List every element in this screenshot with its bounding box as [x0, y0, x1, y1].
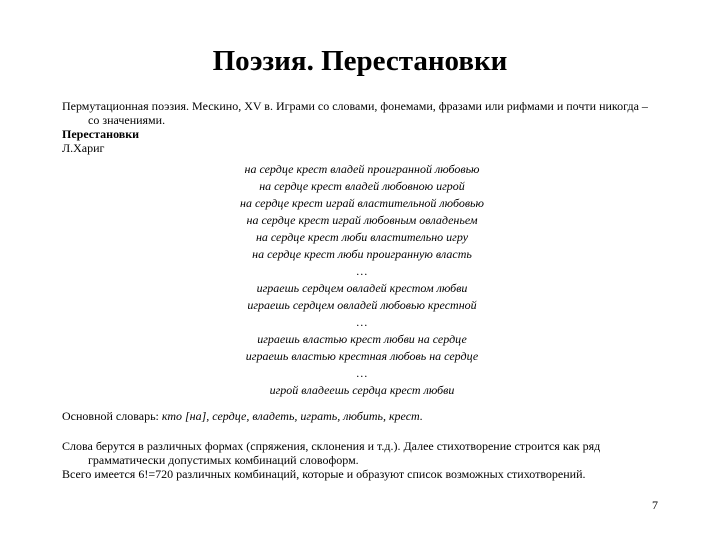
slide-title: Поэзия. Перестановки	[212, 45, 508, 77]
poem-line: играешь властью крест любви на сердце	[257, 332, 467, 346]
poem-line: играешь властью крестная любовь на сердце	[245, 349, 479, 363]
intro-text: Пермутационная поэзия. Мескино, XV в. Играми со словами, фонемами, фразами или рифмами и почти никогда – со значениями.	[62, 99, 648, 127]
vocabulary	[62, 409, 662, 423]
poem-line: на сердце крест играй властительной любовью	[240, 196, 484, 210]
poem-line: на сердце крест владей любовною игрой	[259, 179, 465, 193]
poem-line: на сердце крест люби проигранную власть	[252, 247, 472, 261]
note-combinations: Всего имеется 6!=720 различных комбинаций, которые и образуют список возможных стихотворений.	[62, 467, 586, 481]
poem-ellipsis: …	[356, 366, 368, 380]
vocabulary-words: кто [на], сердце, владеть, играть, любить, крест.	[161, 409, 423, 423]
poem-line: на сердце крест играй любовным овладеньем	[246, 213, 478, 227]
poem-line: на сердце крест владей проигранной любовью	[244, 162, 480, 176]
section-subtitle: Перестановки	[62, 127, 140, 141]
poem-ellipsis: …	[356, 315, 368, 329]
poem-line: играешь сердцем овладей крестом любви	[256, 281, 468, 295]
poem-line: играешь сердцем овладей любовью крестной	[247, 298, 477, 312]
vocabulary-label: Основной словарь:	[62, 409, 162, 423]
slide-content	[62, 99, 662, 481]
page-number: 7	[652, 498, 658, 512]
poem	[62, 161, 662, 399]
poem-ellipsis: …	[356, 264, 368, 278]
poem-line: на сердце крест люби властительно игру	[255, 230, 469, 244]
poem-author: Л.Хариг	[62, 141, 105, 155]
note-word-forms: Слова берутся в различных формах (спряжения, склонения и т.д.). Далее стихотворение строится как ряд грамматически допустимых комбинаций словоформ.	[62, 439, 601, 467]
poem-line: игрой владеешь сердца крест любви	[269, 383, 455, 397]
